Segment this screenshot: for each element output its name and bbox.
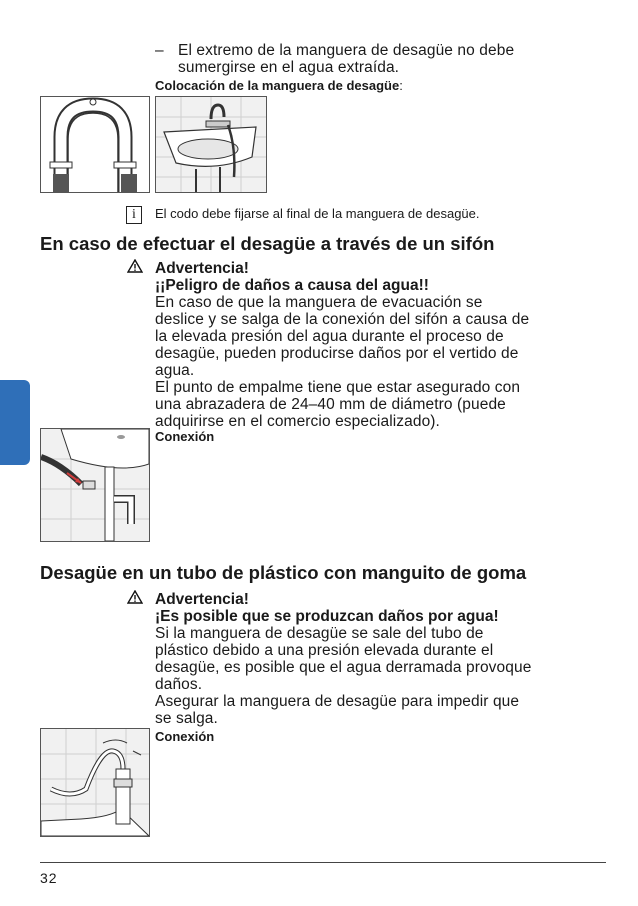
section2-warning-label: Advertencia! bbox=[155, 591, 249, 608]
plastic-pipe-illustration bbox=[40, 728, 150, 837]
section2-figure-caption: Conexión bbox=[155, 729, 215, 744]
section2-warning-title: ¡Es posible que se produzcan daños por agua! bbox=[155, 608, 499, 625]
section2-line: desagüe, es posible que el agua derramada provoque bbox=[155, 659, 532, 676]
intro-line-1: El extremo de la manguera de desagüe no debe bbox=[178, 42, 515, 59]
section1-line: desagüe, pueden producirse daños por el vertido de bbox=[155, 345, 519, 362]
section2-body bbox=[155, 625, 531, 727]
section1-line: En caso de que la manguera de evacuación se bbox=[155, 294, 483, 311]
figure1-caption: Colocación de la manguera de desagüe: bbox=[155, 78, 403, 93]
chapter-tab bbox=[0, 380, 30, 465]
section1-line: El punto de empalme tiene que estar asegurado con bbox=[155, 379, 521, 396]
section1-heading: En caso de efectuar el desagüe a través de un sifón bbox=[40, 233, 495, 254]
section2-line: Asegurar la manguera de desagüe para impedir que bbox=[155, 693, 520, 710]
section1-warning-title: ¡¡Peligro de daños a causa del agua!! bbox=[155, 277, 429, 294]
section2-line: daños. bbox=[155, 676, 203, 693]
section1-line: una abrazadera de 24–40 mm de diámetro (puede bbox=[155, 396, 506, 413]
bullet-dash: – bbox=[155, 42, 164, 59]
section2-line: Si la manguera de desagüe se sale del tubo de bbox=[155, 625, 484, 642]
siphon-connection-illustration bbox=[40, 428, 150, 542]
page-number: 32 bbox=[40, 870, 58, 886]
section1-warning-label: Advertencia! bbox=[155, 260, 249, 277]
warning-icon bbox=[127, 259, 143, 278]
section1-line: adquirirse en el comercio especializado). bbox=[155, 413, 440, 430]
section2-heading: Desagüe en un tubo de plástico con manguito de goma bbox=[40, 562, 527, 583]
warning-icon bbox=[127, 590, 143, 609]
intro-line-2: sumergirse en el agua extraída. bbox=[178, 59, 400, 76]
section1-figure-caption: Conexión bbox=[155, 429, 215, 444]
section1-line: la elevada presión del agua durante el proceso de bbox=[155, 328, 504, 345]
section2-line: se salga. bbox=[155, 710, 218, 727]
section1-line: agua. bbox=[155, 362, 195, 379]
washbasin-illustration bbox=[155, 96, 267, 193]
footer-rule bbox=[40, 862, 606, 863]
section1-line: deslice y se salga de la conexión del sifón a causa de bbox=[155, 311, 530, 328]
info-icon: i bbox=[126, 205, 142, 224]
section1-body bbox=[155, 294, 529, 430]
section2-line: plástico debido a una presión elevada durante el bbox=[155, 642, 494, 659]
note-text: El codo debe fijarse al final de la manguera de desagüe. bbox=[155, 206, 480, 221]
hose-bend-illustration bbox=[40, 96, 150, 193]
